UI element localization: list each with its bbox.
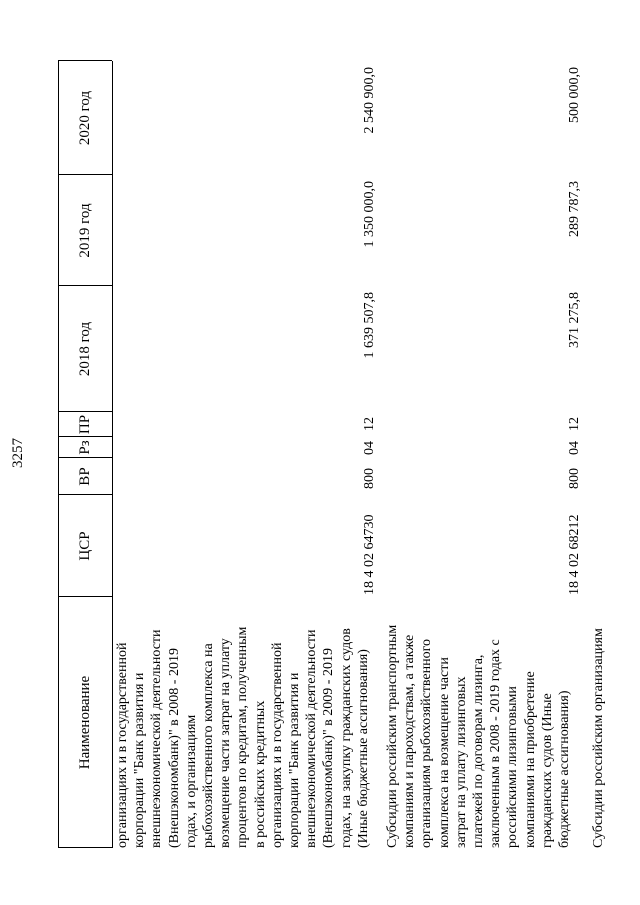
page-number: 3257 [10,438,26,468]
header-pr: ПР [76,414,93,435]
header-2018: 2018 год [76,321,93,377]
row-2-2018: 371 275,8 [567,292,582,348]
row-1-2020: 2 540 900,0 [362,67,377,134]
header-csr: ЦСР [76,531,93,561]
row-1-pr: 12 [362,417,377,431]
header-2020: 2020 год [76,90,93,146]
header-bottom-border [112,61,113,848]
row-1-vr: 800 [362,468,377,489]
row-3-name: Субсидии российским организациям [591,628,606,848]
row-1-csr: 18 4 02 64730 [362,514,377,595]
header-name: Наименование [76,675,93,770]
row-1-2019: 1 350 000,0 [362,181,377,248]
row-1-name: организациях и в государственной корпорации "Банк развития и внешнеэкономической деятельности (Внешэкономбанк)" в 2008 - 2019 годах, и организациям рыбохозяйственного комплекса на возмещение части затрат на уплату процентов по кредитам, полученным в российских кредитных организациях и в государственной корпорации "Банк развития и внешнеэкономической деятельности (Внешэкономбанк)" в 2009 - 2019 годах, на закупку гражданских судов (Иные бюджетные ассигнования) [115,626,371,848]
row-2-2020: 500 000,0 [567,67,582,123]
row-2-rz: 04 [567,441,582,455]
row-2-vr: 800 [567,468,582,489]
row-2-2019: 289 787,3 [567,181,582,237]
row-2-csr: 18 4 02 68212 [567,514,582,595]
header-rz: Рз [76,440,93,455]
row-2-pr: 12 [567,417,582,431]
row-1-rz: 04 [362,441,377,455]
header-2019: 2019 год [76,203,93,258]
row-1-2018: 1 639 507,8 [362,292,377,359]
header-vr: ВР [76,467,93,486]
row-2-name: Субсидии российским транспортным компаниям и пароходствам, а также организациям рыбохозяйственного комплекса на возмещение части затрат на уплату лизинговых платежей по договорам лизинга, заключенным в 2008 - 2019 годах с российскими лизинговыми компаниями на приобретение гражданских судов (Иные бюджетные ассигнования) [385,624,573,848]
